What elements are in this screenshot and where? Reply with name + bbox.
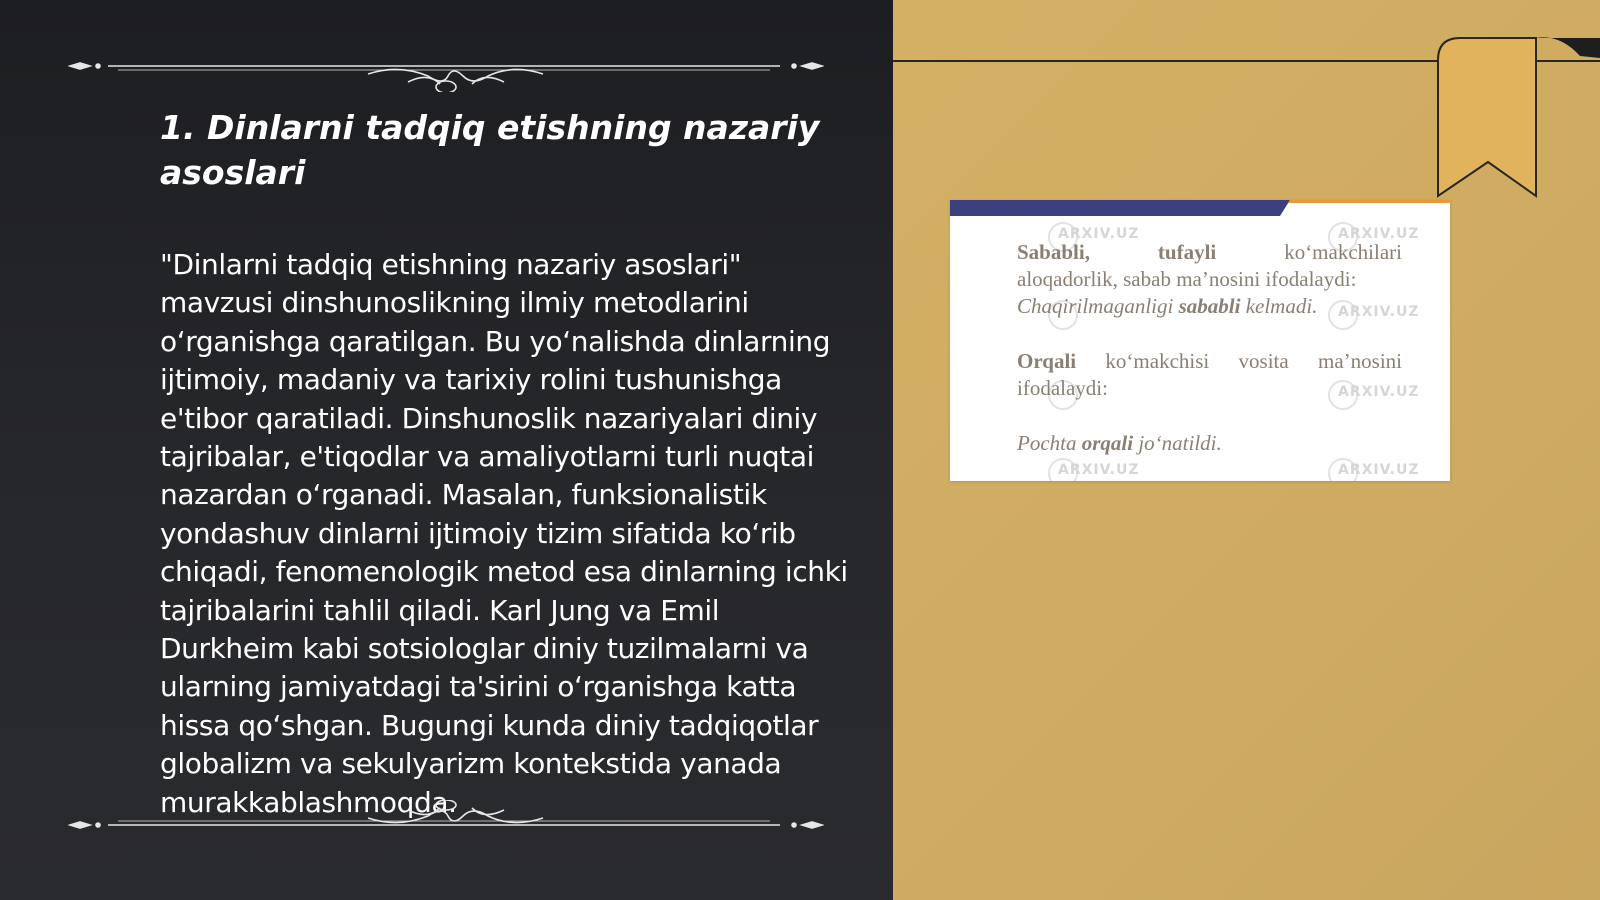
watermark-text: ARXIV.UZ [1338,304,1420,320]
card-line-6 [1017,430,1402,457]
card-line-1 [1017,239,1402,266]
card-line-3 [1017,293,1402,320]
bookmark-ribbon-icon [1430,34,1600,204]
watermark-text: ARXIV.UZ [1058,462,1140,478]
card-word: ma’nosini [1318,349,1402,373]
watermark-text: ARXIV.UZ [1338,462,1420,478]
watermark-text: ARXIV.UZ [1338,226,1420,242]
card-word: ko‘makchilari [1284,240,1402,264]
ornament-divider-icon [68,800,824,850]
card-word: Orqali [1017,349,1077,373]
card-header-stripe [950,200,1450,218]
card-word: sababli [1178,294,1241,318]
embedded-image-card [950,200,1450,481]
card-word: Pochta [1017,431,1077,455]
card-line-4 [1017,348,1402,375]
card-word: Chaqirilmaganligi [1017,294,1174,318]
card-word: tufayli [1157,240,1217,264]
card-word: Sababli, [1017,240,1090,264]
slide-body-text: "Dinlarni tadqiq etishning nazariy asoslari" mavzusi dinshunoslikning ilmiy metodlarini o‘rganishga qaratilgan. Bu yo‘nalishda dinlarning ijtimoiy, madaniy va tarixiy rolini tushunishga e'tibor qaratiladi. Dinshunoslik nazariyalari diniy tajribalar, e'tiqodlar va amaliyotlarni turli nuqtai nazardan o‘rganadi. Masalan, funksionalistik yondashuv dinlarni ijtimoiy tizim sifatida ko‘rib chiqadi, fenomenologik metod esa dinlarning ichki tajribalarini tahlil qiladi. Karl Jung va Emil Durkheim kabi sotsiologlar diniy tuzilmalarni va ularning jamiyatdagi ta'sirini o‘rganishga katta hissa qo‘shgan. Bugungi kunda diniy tadqiqotlar globalizm va sekulyarizm kontekstida yanada murakkablashmoqda. [160,248,848,819]
watermark-text: ARXIV.UZ [1058,226,1140,242]
slide-title: 1. Dinlarni tadqiq etishning nazariy asoslari [160,108,820,192]
card-word: jo‘natildi. [1138,431,1222,455]
ornament-divider-icon [68,42,824,92]
card-word: kelmadi. [1245,294,1318,318]
card-word: orqali [1081,431,1134,455]
card-word: ko‘makchisi [1105,349,1210,373]
card-word: vosita [1238,349,1289,373]
card-line-5: ifodalaydi: [1017,376,1108,400]
watermark-text: ARXIV.UZ [1338,384,1420,400]
card-line-2: aloqadorlik, sabab ma’nosini ifodalaydi: [1017,267,1357,291]
